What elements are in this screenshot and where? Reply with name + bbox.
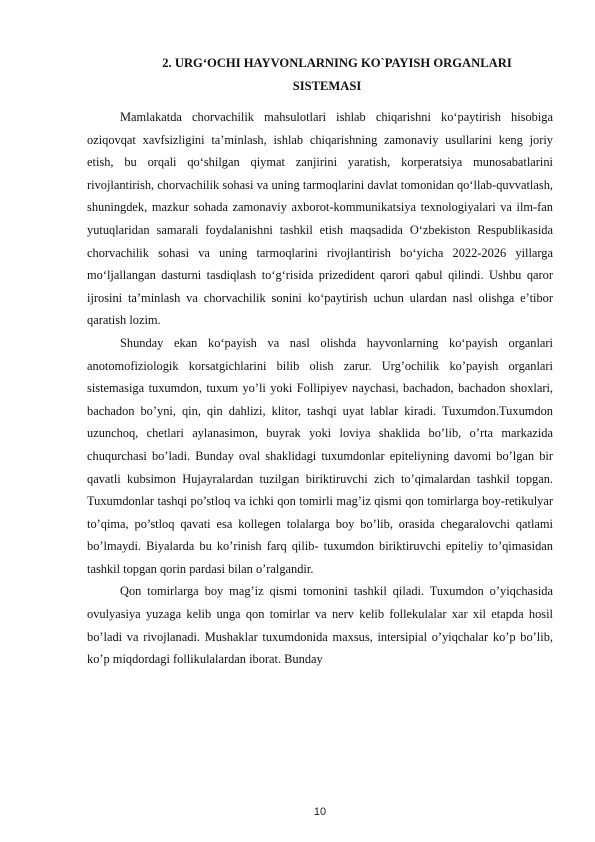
paragraph-1: Mamlakatda chorvachilik mahsulotlari ishlab chiqarishni ko‘paytirish hisobiga oziqovqat xavfsizligini ta’minlash, ishlab chiqarishning zamonaviy usullarini keng joriy etish, bu orqali qo‘shilgan qiymat zanjirini yaratish, korperatsiya munosabatlarini rivojlantirish, chorvachilik sohasi va uning tarmoqlarini davlat tomonidan qo‘llab-quvvatlash, shuningdek, mazkur sohada zamonaviy axborot-kommunikatsiya texnologiyalari va ilm-fan yutuqlaridan samarali foydalanishni tashkil etish maqsadida O‘zbekiston Respublikasida chorvachilik sohasi va uning tarmoqlarini rivojlantirish bo‘yicha 2022-2026 yillarga mo‘ljallangan dasturni tasdiqlash to‘g‘risida prizedident qarori qabul qilindi. Ushbu qaror ijrosini ta’minlash va chorvachilik sonini ko‘paytirish uchun ulardan nasl olishga e’tibor qaratish lozim.: [87, 110, 553, 328]
body-text: [87, 106, 553, 671]
paragraph-2: Shunday ekan ko‘payish va nasl olishda hayvonlarning ko‘payish organlari anotomofiziologik korsatgichlarini bilib olish zarur. Urg’ochilik ko’payish organlari sistemasiga tuxumdon, tuxum yo’li yoki Follipiyev naychasi, bachadon, bachadon shoxlari, bachadon bo’yni, qin, qin dahlizi, klitor, tashqi uyat lablar kiradi. Tuxumdon.Tuxumdon uzunchoq, chetlari aylanasimon, buyrak yoki loviya shaklida bo’lib, o’rta markazida chuqurchasi bo’ladi. Bunday oval shaklidagi tuxumdonlar epiteliyning davomi bo’lgan bir qavatli kubsimon Hujayralardan tuzilgan biriktiruvchi zich to’qimalardan tashkil topgan. Tuxumdonlar tashqi po’stloq va ichki qon tomirli mag’iz qismi qon tomirlarga boy-retikulyar to’qima, po’stloq qavati esa kollegen tolalarga boy bo’lib, orasida chegaralovchi qatlami bo’lmaydi. Biyalarda bu ko’rinish farq qilib- tuxumdon biriktiruvchi epiteliy to’qimasidan tashkil topgan qorin pardasi bilan o’ralgandir.: [87, 335, 553, 576]
section-title-line-2: SISTEMASI: [292, 78, 362, 93]
section-title: [87, 52, 567, 97]
section-title-line-1: 2. URG‘OCHI HAYVONLARNING KO`PAYISH ORGANLARI: [162, 56, 512, 70]
page-number: 10: [313, 806, 327, 818]
paragraph-3: Qon tomirlarga boy mag’iz qismi tomonini tashkil qiladi. Tuxumdon o’yiqchasida ovulyasiya yuzaga kelib unga qon tomirlar va nerv kelib follekulalar xar xil etapda hosil bo’ladi va rivojlanadi. Mushaklar tuxumdonida maxsus, intersipial o’yiqchalar ko’p bo’lib, ko’p miqdordagi follikulalardan iborat. Bunday: [87, 584, 553, 667]
